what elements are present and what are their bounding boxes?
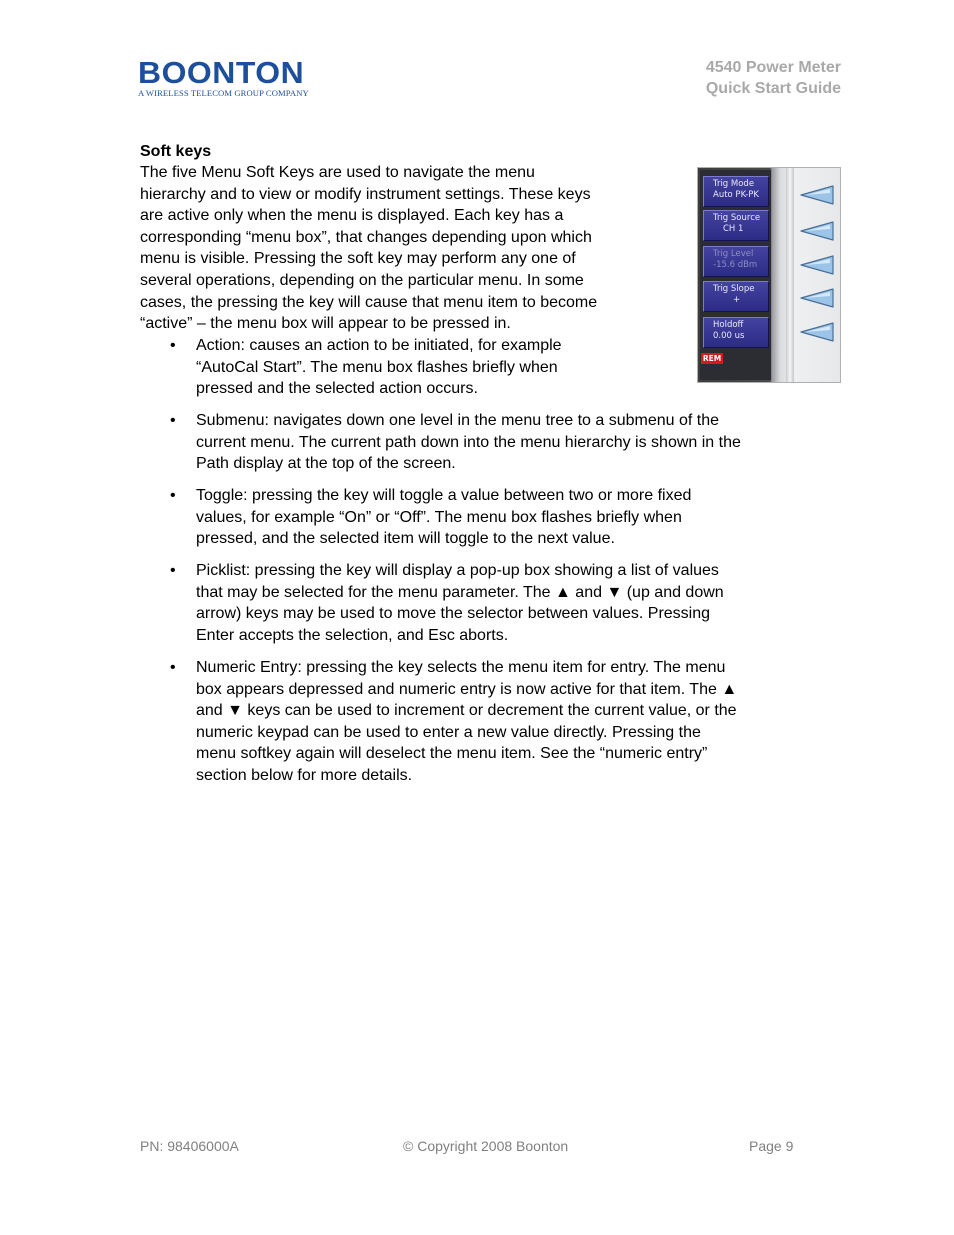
document-title-line2: Quick Start Guide (705, 80, 841, 97)
menu-box-holdoff (703, 317, 769, 348)
footer-copyright: © Copyright 2008 Boonton (403, 1138, 569, 1154)
softkey-arrow-icon (801, 256, 833, 274)
softkey-5[interactable] (799, 321, 835, 343)
menu-box-label: Trig Source (713, 213, 761, 223)
intro-line: corresponding “menu box”, that changes depending upon which (140, 228, 592, 246)
section-title: Soft keys (140, 143, 212, 160)
menu-box-label: Holdoff (713, 320, 744, 330)
menu-box-trig-source (703, 210, 769, 241)
footer-page-number: Page 9 (749, 1138, 794, 1154)
logo-wordmark: BOONTON (138, 55, 305, 90)
bullet-symbol: • (170, 412, 176, 429)
panel-bezel (786, 168, 794, 382)
bullet-line: Numeric Entry: pressing the key selects the menu item for entry. The menu (196, 659, 726, 676)
menu-box-value: -15.6 dBm (713, 260, 758, 270)
bullet-line: Path display at the top of the screen. (196, 455, 456, 473)
bullet-line: Action: causes an action to be initiated, for example (196, 337, 562, 354)
menu-box-trig-level (703, 246, 769, 277)
bullet-line: section below for more details. (196, 766, 413, 784)
intro-line: “active” – the menu box will appear to be pressed in. (140, 315, 511, 333)
document-title-line1: 4540 Power Meter (705, 59, 841, 76)
bullet-symbol: • (170, 659, 176, 676)
bullet-line: values, for example “On” or “Off”. The menu box flashes briefly when (196, 508, 682, 526)
menu-box-value: 0.00 us (713, 331, 745, 341)
softkey-2[interactable] (799, 220, 835, 242)
softkey-3[interactable] (799, 254, 835, 276)
menu-box-trig-slope (703, 281, 769, 312)
menu-box-value: CH 1 (723, 224, 744, 234)
bullet-line: current menu. The current path down into the menu hierarchy is shown in the (196, 433, 741, 451)
softkey-4[interactable] (799, 287, 835, 309)
bullet-line: Submenu: navigates down one level in the menu tree to a submenu of the (196, 412, 720, 429)
bullet-line: and ▼ keys can be used to increment or decrement the current value, or the (196, 702, 737, 720)
bullet-line: Enter accepts the selection, and Esc aborts. (196, 626, 509, 644)
bullet-line: arrow) keys may be used to move the selector between values. Pressing (196, 605, 711, 623)
bullet-line: pressed and the selected action occurs. (196, 380, 478, 398)
menu-box-label: Trig Slope (713, 284, 755, 294)
bullet-symbol: • (170, 487, 176, 504)
bullet-line: numeric keypad can be used to enter a new value directly. Pressing the (196, 723, 701, 741)
menu-box-value: + (733, 295, 741, 305)
menu-box-value: Auto PK-PK (713, 190, 760, 200)
intro-line: are active only when the menu is displayed. Each key has a (140, 207, 564, 225)
intro-line: cases, the pressing the key will cause that menu item to become (140, 293, 598, 311)
logo-tagline: A WIRELESS TELECOM GROUP COMPANY (138, 88, 309, 98)
footer-part-number: PN: 98406000A (140, 1138, 239, 1154)
bullet-line: Toggle: pressing the key will toggle a value between two or more fixed (196, 487, 692, 504)
softkey-arrow-icon (801, 186, 833, 204)
bullet-line: pressed, and the selected item will toggle to the next value. (196, 530, 615, 548)
menu-screen (700, 170, 771, 380)
softkey-arrow-icon (801, 289, 833, 307)
intro-paragraph (140, 162, 685, 335)
softkey-1[interactable] (799, 184, 835, 206)
intro-line: several operations, depending on the particular menu. In some (140, 271, 584, 289)
bullet-line: that may be selected for the menu parameter. The ▲ and ▼ (up and down (196, 583, 724, 601)
boonton-logo (138, 55, 324, 98)
document-title (706, 57, 841, 99)
bullet-symbol: • (170, 337, 176, 354)
bullet-symbol: • (170, 562, 176, 579)
softkey-arrow-icon (801, 222, 833, 240)
bullet-line: Picklist: pressing the key will display a pop-up box showing a list of values (196, 562, 719, 579)
bullet-line: box appears depressed and numeric entry is now active for that item. The ▲ (196, 680, 738, 698)
softkey-arrow-icon (801, 323, 833, 341)
remote-indicator: REM (702, 354, 722, 363)
intro-line: menu is visible. Pressing the soft key may perform any one of (140, 250, 576, 268)
intro-line: hierarchy and to view or modify instrument settings. These keys (140, 185, 591, 203)
menu-box-label: Trig Level (713, 249, 754, 259)
menu-box-label: Trig Mode (713, 179, 755, 189)
menu-box-trig-mode (703, 176, 769, 207)
bullet-line: menu softkey again will deselect the menu item. See the “numeric entry” (196, 745, 708, 763)
intro-line: The five Menu Soft Keys are used to navigate the menu (140, 164, 535, 181)
softkey-panel-illustration (697, 167, 841, 383)
bullet-line: “AutoCal Start”. The menu box flashes briefly when (196, 358, 558, 376)
